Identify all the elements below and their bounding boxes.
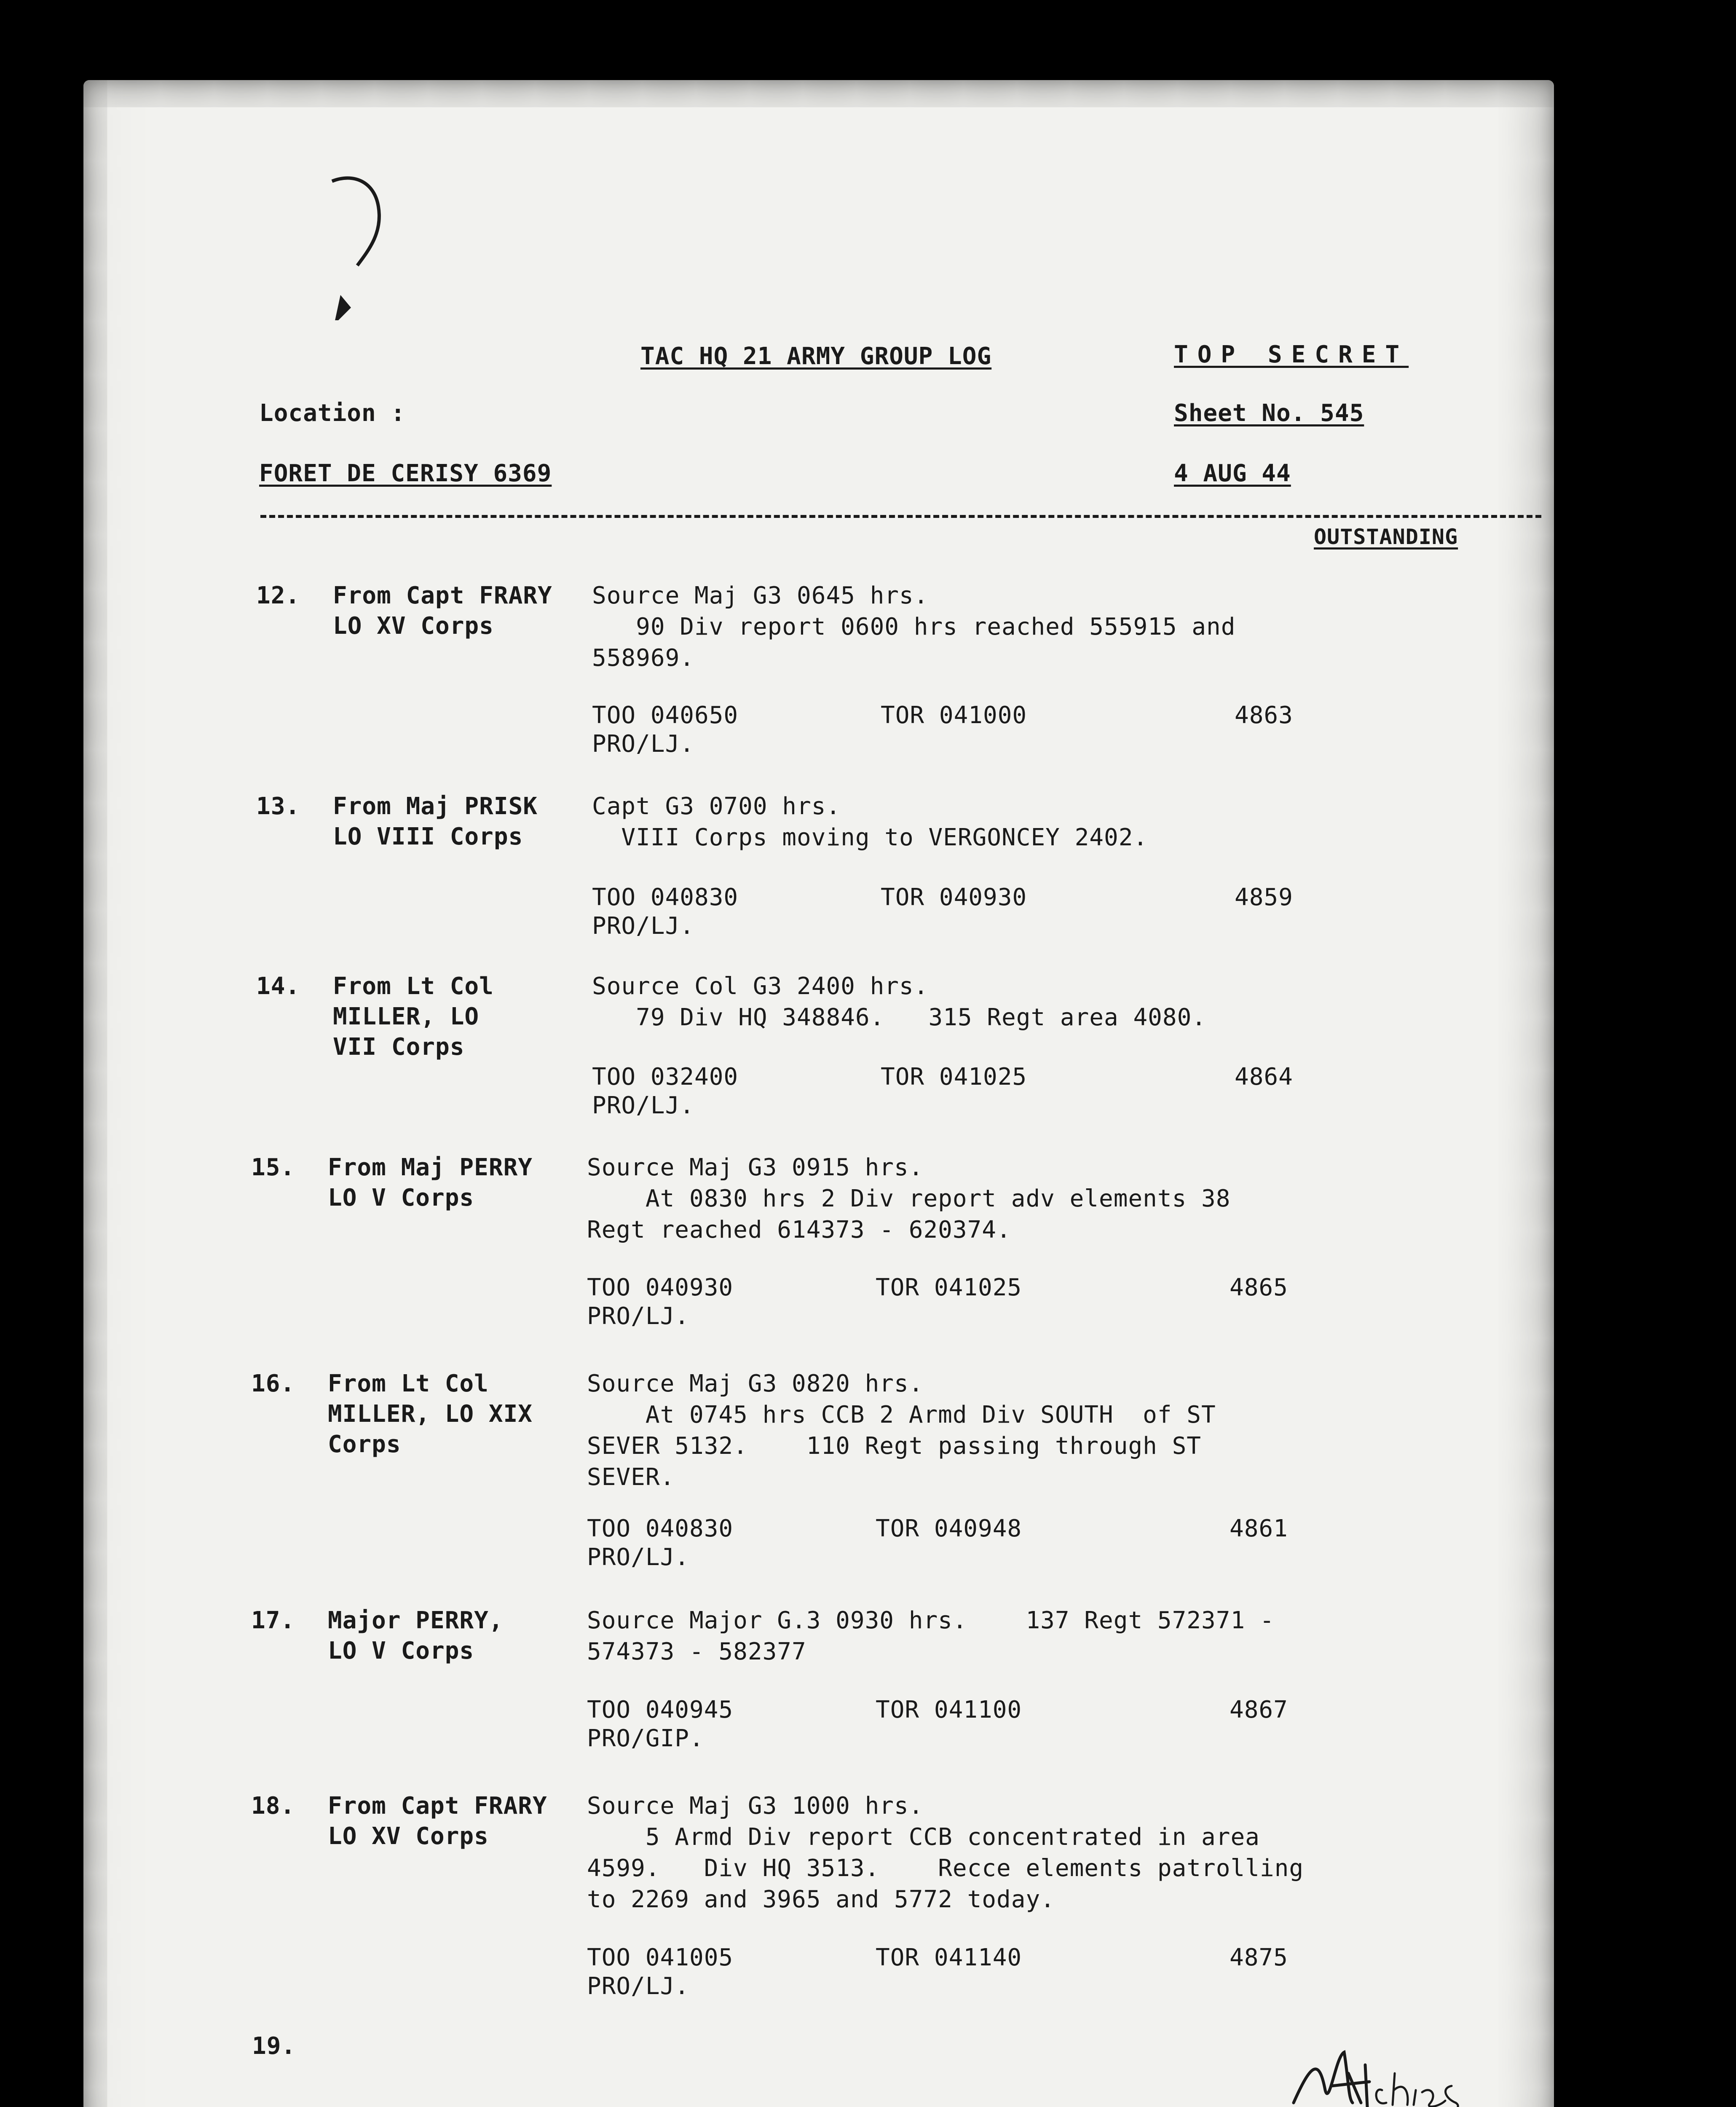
entry-message-line: Source Col G3 2400 hrs. <box>592 973 929 1000</box>
entry-message-line: Source Major G.3 0930 hrs. 137 Regt 572371 - <box>587 1607 1275 1634</box>
entry-from-line: MILLER, LO <box>333 1003 480 1030</box>
entry-reference-number: 4859 <box>1235 884 1293 911</box>
entry-message-line: 5 Armd Div report CCB concentrated in area <box>587 1823 1260 1851</box>
entry-reference-number: 4865 <box>1230 1274 1288 1301</box>
entry-from-line: From Maj PERRY <box>328 1154 533 1181</box>
entry-message-line: SEVER. <box>587 1464 675 1491</box>
entry-number: 14. <box>256 973 300 1000</box>
classification-label: TOP SECRET <box>1174 341 1409 368</box>
entry-from-line: Corps <box>328 1431 401 1458</box>
entry-time-of-receipt: TOR 041000 <box>881 702 1027 729</box>
entry-from-line: LO V Corps <box>328 1184 474 1212</box>
entry-from-line: Major PERRY, <box>328 1607 504 1634</box>
entry-from-line: From Lt Col <box>328 1370 489 1397</box>
entry-from-line: LO V Corps <box>328 1637 474 1665</box>
entry-time-of-receipt: TOR 040948 <box>876 1515 1022 1542</box>
log-date: 4 AUG 44 <box>1174 460 1291 487</box>
entry-time-of-origin: TOO 040945 <box>587 1696 734 1724</box>
entry-reference-number: 4863 <box>1235 702 1293 729</box>
entry-message-line: At 0830 hrs 2 Div report adv elements 38 <box>587 1185 1231 1212</box>
location-label: Location : <box>259 399 406 427</box>
entry-time-of-origin: TOO 040930 <box>587 1274 734 1301</box>
entry-from-line: LO XV Corps <box>333 612 494 640</box>
entry-processed-by: PRO/LJ. <box>587 1544 690 1571</box>
entry-message-line: VIII Corps moving to VERGONCEY 2402. <box>592 824 1148 851</box>
entry-processed-by: PRO/LJ. <box>587 1303 690 1330</box>
entry-message-line: At 0745 hrs CCB 2 Armd Div SOUTH of ST <box>587 1401 1216 1429</box>
entry-message-line: Source Maj G3 0915 hrs. <box>587 1154 924 1181</box>
entry-message-line: Source Maj G3 0645 hrs. <box>592 582 929 609</box>
entry-message-line: 574373 - 582377 <box>587 1638 806 1665</box>
entry-message-line: Source Maj G3 0820 hrs. <box>587 1370 924 1397</box>
entry-message-line: 4599. Div HQ 3513. Recce elements patrolling <box>587 1855 1304 1882</box>
entry-reference-number: 4867 <box>1230 1696 1288 1724</box>
entry-from-line: From Lt Col <box>333 973 494 1000</box>
entry-reference-number: 4861 <box>1230 1515 1288 1542</box>
entry-message-line: to 2269 and 3965 and 5772 today. <box>587 1886 1055 1913</box>
entry-reference-number: 4875 <box>1230 1944 1288 1971</box>
entry-time-of-origin: TOO 041005 <box>587 1944 734 1971</box>
entry-processed-by: PRO/LJ. <box>592 912 695 940</box>
handwritten-mark-icon <box>328 169 395 320</box>
entry-message-line: SEVER 5132. 110 Regt passing through ST <box>587 1432 1202 1460</box>
entry-time-of-origin: TOO 040650 <box>592 702 739 729</box>
entry-number: 16. <box>251 1370 295 1397</box>
entry-number: 12. <box>256 582 300 609</box>
header-divider <box>260 515 1541 518</box>
entry-from-line: From Maj PRISK <box>333 793 538 820</box>
entry-number: 13. <box>256 793 300 820</box>
entry-time-of-receipt: TOR 041100 <box>876 1696 1022 1724</box>
entry-processed-by: PRO/LJ. <box>592 1092 695 1119</box>
entry-time-of-receipt: TOR 041025 <box>876 1274 1022 1301</box>
entry-from-line: VII Corps <box>333 1033 465 1061</box>
entry-message-line: Source Maj G3 1000 hrs. <box>587 1792 924 1820</box>
entry-number: 18. <box>251 1792 295 1820</box>
entry-processed-by: PRO/LJ. <box>592 730 695 758</box>
entry-number-final: 19. <box>252 2032 296 2060</box>
entry-processed-by: PRO/GIP. <box>587 1725 704 1752</box>
entry-message-line: Capt G3 0700 hrs. <box>592 793 841 820</box>
entry-message-line: Regt reached 614373 - 620374. <box>587 1216 1011 1244</box>
entry-message-line: 558969. <box>592 644 695 672</box>
entry-number: 17. <box>251 1607 295 1634</box>
location-value: FORET DE CERISY 6369 <box>259 460 552 487</box>
entry-from-line: MILLER, LO XIX <box>328 1400 533 1428</box>
entry-from-line: From Capt FRARY <box>328 1792 547 1820</box>
handwritten-signature <box>1285 2040 1483 2107</box>
entry-message-line: 90 Div report 0600 hrs reached 555915 and <box>592 613 1236 641</box>
entry-time-of-origin: TOO 040830 <box>587 1515 734 1542</box>
log-title: TAC HQ 21 ARMY GROUP LOG <box>640 343 992 370</box>
entry-message-line: 79 Div HQ 348846. 315 Regt area 4080. <box>592 1004 1207 1031</box>
sheet-number: Sheet No. 545 <box>1174 399 1364 427</box>
outstanding-label: OUTSTANDING <box>1314 525 1458 549</box>
entry-time-of-origin: TOO 040830 <box>592 884 739 911</box>
entry-number: 15. <box>251 1154 295 1181</box>
entry-reference-number: 4864 <box>1235 1063 1293 1091</box>
entry-time-of-receipt: TOR 041140 <box>876 1944 1022 1971</box>
entry-from-line: LO VIII Corps <box>333 823 523 850</box>
entry-time-of-receipt: TOR 041025 <box>881 1063 1027 1091</box>
entry-from-line: LO XV Corps <box>328 1823 489 1850</box>
entry-time-of-receipt: TOR 040930 <box>881 884 1027 911</box>
entry-from-line: From Capt FRARY <box>333 582 552 609</box>
entry-time-of-origin: TOO 032400 <box>592 1063 739 1091</box>
entry-processed-by: PRO/LJ. <box>587 1973 690 2000</box>
